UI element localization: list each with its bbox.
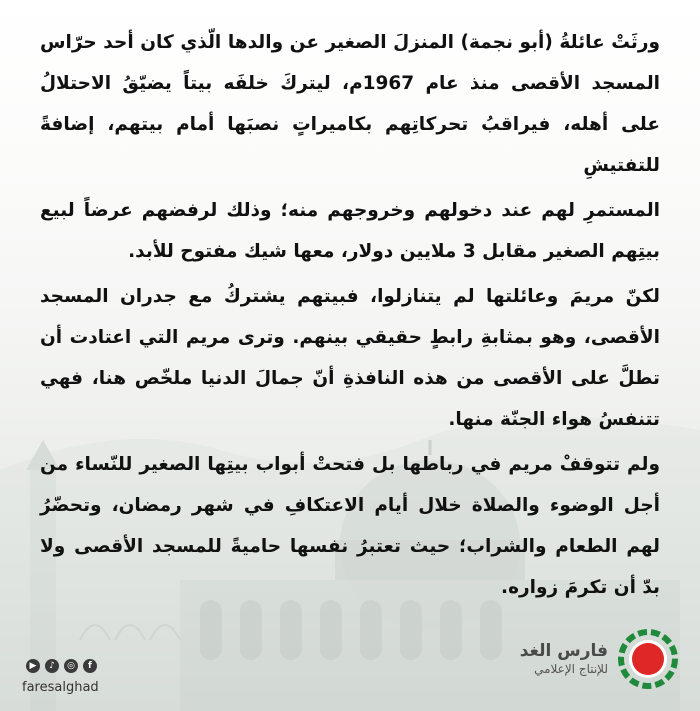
paragraph-4: ولم تتوقفْ مريم في رباطها بل فتحتْ أبواب بيتِها الصغير للنّساء من أجل الوضوء والصلاة خلال أيام الاعتكافِ في شهر رمضان، وتحضّرُ لهم الطعام والشراب؛ حيث تعتبرُ نفسها حاميةً للمسجد الأقصى ولا بدّ أن تكرمَ زواره.: [40, 454, 660, 598]
brand-subtitle: للإنتاج الإعلامي: [534, 662, 608, 676]
tiktok-icon[interactable]: ♪: [45, 659, 59, 673]
brand-block: [520, 629, 678, 689]
paragraph-2: المستمرِ لهم عند دخولهم وخروجهم منه؛ وذلك لرفضهم عرضاً لبيع بيتِهم الصغير مقابل 3 ملايين دولار، معها شيك مفتوح للأبد.: [40, 200, 660, 262]
instagram-icon[interactable]: ◎: [64, 659, 78, 673]
brand-text: [520, 641, 608, 677]
paragraph-1: ورثَتْ عائلةُ (أبو نجمة) المنزلَ الصغير عن والدها الّذي كان أحد حرّاس المسجد الأقصى منذ عام 1967م، ليتركَ خلفَه بيتاً يضيّقُ الاحتلالُ على أهله، فيراقبُ تحركاتِهم بكاميراتٍ نصبَها أمام بيتهم، إضافةً للتفتيشِ: [40, 32, 660, 176]
social-icons: [26, 659, 97, 673]
paragraph-3: لكنّ مريمَ وعائلتها لم يتنازلوا، فبيتهم يشتركُ مع جدران المسجد الأقصى، وهو بمثابةِ رابطٍ حقيقي بينهم. وترى مريم التي اعتادت أن تطلَّ على الأقصى من هذه النافذةِ أنّ جمالَ الدنيا ملخّص هنا، فهي تتنفسُ هواء الجنّة منها.: [40, 286, 660, 430]
facebook-icon[interactable]: f: [83, 659, 97, 673]
brand-logo-icon: [618, 629, 678, 689]
social-handle: faresalghad: [22, 680, 99, 695]
article-text: [40, 22, 660, 612]
brand-name: فارس الغد: [519, 641, 608, 661]
youtube-icon[interactable]: ▶: [26, 659, 40, 673]
